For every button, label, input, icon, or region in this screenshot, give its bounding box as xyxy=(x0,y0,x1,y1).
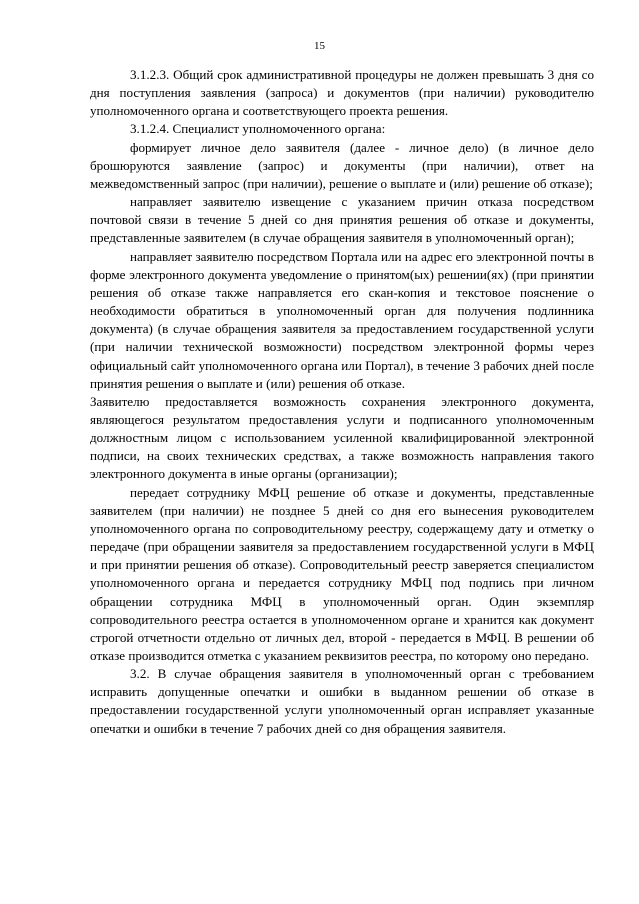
paragraph-3-2: 3.2. В случае обращения заявителя в уполномоченный орган с требованием исправить допущенные опечатки и ошибки в выданном решении об отказе в предоставлении государственной услуги уполномоченный орган исправляет указанные опечатки и ошибки в течение 7 рабочих дней со дня обращения заявителя. xyxy=(90,666,594,736)
paragraph-electronic-document: Заявителю предоставляется возможность сохранения электронного документа, являющегося результатом предоставления услуги и подписанного уполномоченным должностным лицом с использованием усиленной квалифицированной электронной подписи, на своих технических средствах, а также возможность направления такого электронного документа в иные органы (организации); xyxy=(90,393,594,482)
document-body xyxy=(90,66,594,738)
paragraph-personal-file: формирует личное дело заявителя (далее - личное дело) (в личное дело брошюруются заявление (запрос) и документы (при наличии), ответ на межведомственный запрос (при наличии), решение о выплате и (или) решение об отказе); xyxy=(90,139,594,191)
paragraph-3-1-2-3: 3.1.2.3. Общий срок административной процедуры не должен превышать 3 дня со дня поступления заявления (запроса) и документов (при наличии) руководителю уполномоченного органа и соответствующего проекта решения. xyxy=(90,67,594,119)
paragraph-portal-notification: направляет заявителю посредством Портала или на адрес его электронной почты в форме электронного документа уведомление о принятом(ых) решении(ях) (при принятии решения об отказе также направляется его скан-копия и текстовое пояснение о необходимости обратиться в уполномоченный орган для получения подлинника документа) (в случае обращения заявителя за предоставлением государственной услуги (при наличии технической возможности) посредством электронной формы через официальный сайт уполномоченного органа или Портал), в течение 3 рабочих дней после принятия решения о выплате и (или) решения об отказе. xyxy=(90,248,594,391)
paragraph-3-1-2-4: 3.1.2.4. Специалист уполномоченного органа: xyxy=(130,121,386,137)
paragraph-mfc-transfer: передает сотруднику МФЦ решение об отказе и документы, представленные заявителем (при наличии) не позднее 5 дней со дня его вынесения руководителем уполномоченного органа по сопроводительному реестру, содержащему дату и отметку о передаче (при обращении заявителя за предоставлением государственной услуги в МФЦ и при принятии решения об отказе). Сопроводительный реестр заверяется специалистом уполномоченного органа и передается сотруднику МФЦ под подпись при личном обращении сотрудника МФЦ в уполномоченный орган. Один экземпляр сопроводительного реестра остается в уполномоченном органе и хранится как документ строгой отчетности отдельно от личных дел, второй - передается в МФЦ. В решении об отказе производится отметка с указанием реквизитов реестра, по которому оно передано. xyxy=(90,484,594,663)
paragraph-refusal-notice: направляет заявителю извещение с указанием причин отказа посредством почтовой связи в течение 5 дней со дня принятия решения об отказе и документы, представленные заявителем (в случае обращения заявителя в уполномоченный орган); xyxy=(90,194,594,246)
page-number: 15 xyxy=(314,40,325,52)
